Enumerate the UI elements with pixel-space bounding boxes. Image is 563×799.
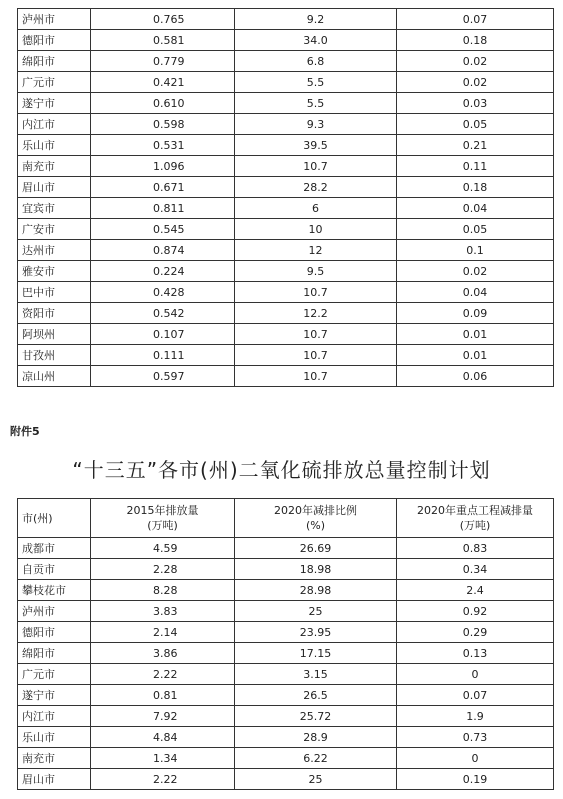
value-cell: 10.7 <box>235 156 397 177</box>
table-row <box>18 345 554 366</box>
value-cell: 0.83 <box>397 538 554 559</box>
value-cell: 2.22 <box>91 664 235 685</box>
value-cell: 10.7 <box>235 345 397 366</box>
table-row <box>18 135 554 156</box>
value-cell: 28.2 <box>235 177 397 198</box>
value-cell: 0.73 <box>397 727 554 748</box>
value-cell: 17.15 <box>235 643 397 664</box>
value-cell: 0.18 <box>397 30 554 51</box>
value-cell: 9.2 <box>235 9 397 30</box>
value-cell: 10.7 <box>235 366 397 387</box>
city-cell: 泸州市 <box>18 9 91 30</box>
value-cell: 0.05 <box>397 114 554 135</box>
city-cell: 广安市 <box>18 219 91 240</box>
table-row <box>18 559 554 580</box>
table-row <box>18 538 554 559</box>
city-cell: 德阳市 <box>18 30 91 51</box>
table-row <box>18 601 554 622</box>
value-cell: 0.02 <box>397 261 554 282</box>
value-cell: 0.779 <box>91 51 235 72</box>
city-cell: 乐山市 <box>18 727 91 748</box>
value-cell: 3.15 <box>235 664 397 685</box>
table-row <box>18 685 554 706</box>
city-cell: 甘孜州 <box>18 345 91 366</box>
value-cell: 0.02 <box>397 51 554 72</box>
table-row <box>18 580 554 601</box>
value-cell: 0.111 <box>91 345 235 366</box>
table-row <box>18 177 554 198</box>
value-cell: 6.22 <box>235 748 397 769</box>
table-row <box>18 769 554 790</box>
value-cell: 0.811 <box>91 198 235 219</box>
value-cell: 12.2 <box>235 303 397 324</box>
value-cell: 0.06 <box>397 366 554 387</box>
table-row <box>18 198 554 219</box>
value-cell: 0 <box>397 748 554 769</box>
table-row <box>18 664 554 685</box>
value-cell: 2.4 <box>397 580 554 601</box>
table-row <box>18 748 554 769</box>
city-cell: 眉山市 <box>18 769 91 790</box>
table-row <box>18 240 554 261</box>
city-cell: 阿坝州 <box>18 324 91 345</box>
city-cell: 遂宁市 <box>18 93 91 114</box>
value-cell: 0.01 <box>397 345 554 366</box>
table-row <box>18 706 554 727</box>
city-cell: 凉山州 <box>18 366 91 387</box>
value-cell: 0.18 <box>397 177 554 198</box>
value-cell: 0.597 <box>91 366 235 387</box>
value-cell: 18.98 <box>235 559 397 580</box>
value-cell: 0.224 <box>91 261 235 282</box>
value-cell: 0.421 <box>91 72 235 93</box>
value-cell: 0.874 <box>91 240 235 261</box>
emission-table-continued <box>17 8 554 387</box>
header-2015-emission: 2015年排放量 (万吨) <box>91 499 235 538</box>
table-row <box>18 366 554 387</box>
value-cell: 0.01 <box>397 324 554 345</box>
value-cell: 0.81 <box>91 685 235 706</box>
table-row <box>18 30 554 51</box>
value-cell: 26.69 <box>235 538 397 559</box>
value-cell: 10.7 <box>235 324 397 345</box>
value-cell: 0.02 <box>397 72 554 93</box>
value-cell: 0.542 <box>91 303 235 324</box>
city-cell: 南充市 <box>18 156 91 177</box>
table-row <box>18 114 554 135</box>
city-cell: 成都市 <box>18 538 91 559</box>
value-cell: 2.14 <box>91 622 235 643</box>
value-cell: 1.34 <box>91 748 235 769</box>
city-cell: 达州市 <box>18 240 91 261</box>
value-cell: 4.84 <box>91 727 235 748</box>
table-row <box>18 93 554 114</box>
city-cell: 宜宾市 <box>18 198 91 219</box>
value-cell: 26.5 <box>235 685 397 706</box>
city-cell: 资阳市 <box>18 303 91 324</box>
value-cell: 0.13 <box>397 643 554 664</box>
header-city: 市(州) <box>18 499 91 538</box>
value-cell: 0.04 <box>397 282 554 303</box>
table-row <box>18 219 554 240</box>
value-cell: 7.92 <box>91 706 235 727</box>
table-body <box>18 9 554 387</box>
value-cell: 0.09 <box>397 303 554 324</box>
table-row <box>18 727 554 748</box>
value-cell: 12 <box>235 240 397 261</box>
value-cell: 1.9 <box>397 706 554 727</box>
value-cell: 0.34 <box>397 559 554 580</box>
table-row <box>18 72 554 93</box>
value-cell: 0.21 <box>397 135 554 156</box>
value-cell: 0.29 <box>397 622 554 643</box>
value-cell: 0.07 <box>397 685 554 706</box>
value-cell: 6.8 <box>235 51 397 72</box>
attachment-label: 附件5 <box>10 425 40 438</box>
value-cell: 10 <box>235 219 397 240</box>
value-cell: 0.428 <box>91 282 235 303</box>
value-cell: 0.1 <box>397 240 554 261</box>
table-row <box>18 51 554 72</box>
city-cell: 绵阳市 <box>18 643 91 664</box>
value-cell: 39.5 <box>235 135 397 156</box>
city-cell: 乐山市 <box>18 135 91 156</box>
value-cell: 25 <box>235 769 397 790</box>
city-cell: 攀枝花市 <box>18 580 91 601</box>
value-cell: 5.5 <box>235 93 397 114</box>
value-cell: 0.107 <box>91 324 235 345</box>
value-cell: 0.11 <box>397 156 554 177</box>
city-cell: 广元市 <box>18 72 91 93</box>
value-cell: 0.545 <box>91 219 235 240</box>
value-cell: 0.05 <box>397 219 554 240</box>
table-header-row <box>18 499 554 538</box>
city-cell: 内江市 <box>18 706 91 727</box>
value-cell: 3.83 <box>91 601 235 622</box>
table-row <box>18 303 554 324</box>
city-cell: 广元市 <box>18 664 91 685</box>
value-cell: 0.765 <box>91 9 235 30</box>
value-cell: 28.9 <box>235 727 397 748</box>
value-cell: 25 <box>235 601 397 622</box>
value-cell: 4.59 <box>91 538 235 559</box>
value-cell: 23.95 <box>235 622 397 643</box>
value-cell: 2.28 <box>91 559 235 580</box>
value-cell: 3.86 <box>91 643 235 664</box>
value-cell: 0.03 <box>397 93 554 114</box>
city-cell: 南充市 <box>18 748 91 769</box>
value-cell: 0.581 <box>91 30 235 51</box>
table-row <box>18 324 554 345</box>
value-cell: 8.28 <box>91 580 235 601</box>
value-cell: 0.671 <box>91 177 235 198</box>
city-cell: 自贡市 <box>18 559 91 580</box>
header-2020-reduction-ratio: 2020年减排比例 (%) <box>235 499 397 538</box>
value-cell: 9.5 <box>235 261 397 282</box>
table-row <box>18 9 554 30</box>
table-row <box>18 622 554 643</box>
value-cell: 0.04 <box>397 198 554 219</box>
document-title: “十三五”各市(州)二氧化硫排放总量控制计划 <box>72 458 491 482</box>
city-cell: 巴中市 <box>18 282 91 303</box>
value-cell: 0.610 <box>91 93 235 114</box>
value-cell: 5.5 <box>235 72 397 93</box>
value-cell: 1.096 <box>91 156 235 177</box>
value-cell: 6 <box>235 198 397 219</box>
table-row <box>18 156 554 177</box>
table-row <box>18 261 554 282</box>
value-cell: 0 <box>397 664 554 685</box>
table-body <box>18 538 554 790</box>
value-cell: 2.22 <box>91 769 235 790</box>
value-cell: 28.98 <box>235 580 397 601</box>
value-cell: 10.7 <box>235 282 397 303</box>
value-cell: 0.598 <box>91 114 235 135</box>
value-cell: 0.19 <box>397 769 554 790</box>
value-cell: 0.531 <box>91 135 235 156</box>
city-cell: 德阳市 <box>18 622 91 643</box>
value-cell: 0.92 <box>397 601 554 622</box>
header-2020-project-reduction: 2020年重点工程减排量 (万吨) <box>397 499 554 538</box>
table-row <box>18 282 554 303</box>
value-cell: 0.07 <box>397 9 554 30</box>
city-cell: 绵阳市 <box>18 51 91 72</box>
so2-emission-control-table <box>17 498 554 790</box>
city-cell: 遂宁市 <box>18 685 91 706</box>
value-cell: 9.3 <box>235 114 397 135</box>
value-cell: 34.0 <box>235 30 397 51</box>
city-cell: 泸州市 <box>18 601 91 622</box>
table-row <box>18 643 554 664</box>
city-cell: 雅安市 <box>18 261 91 282</box>
city-cell: 内江市 <box>18 114 91 135</box>
city-cell: 眉山市 <box>18 177 91 198</box>
value-cell: 25.72 <box>235 706 397 727</box>
